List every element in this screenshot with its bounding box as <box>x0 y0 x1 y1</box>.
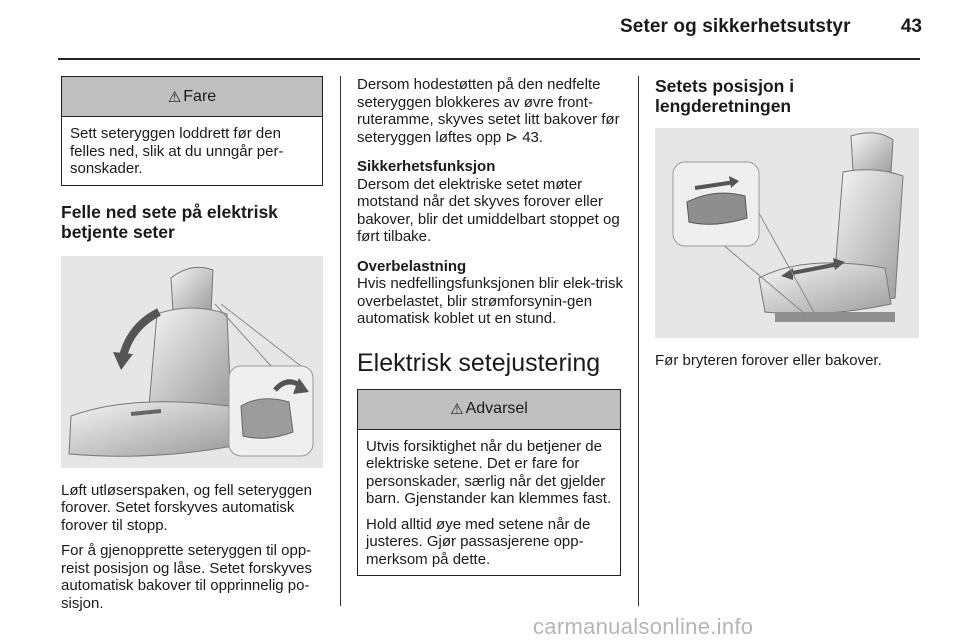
warning-box-title: Advarsel <box>465 400 528 417</box>
switch-icon <box>687 193 747 224</box>
column-right <box>655 76 921 370</box>
overload-text: Hvis nedfellingsfunksjonen blir elek-trisk overbelastet, blir strømforsynin-gen automatisk koblet ut en stund. <box>357 275 623 327</box>
warning-text: Hold alltid øye med setene når de justeres. Gjør passasjerene opp-merksom på dette. <box>366 515 591 568</box>
danger-box-body <box>62 117 322 185</box>
column-left <box>61 76 323 612</box>
column-divider <box>638 76 639 606</box>
paragraph: Løft utløserspaken, og fell seteryggen forover. Setet forskyves automatisk forover til stopp. <box>61 481 312 534</box>
warning-triangle-icon: ⚠ <box>167 88 182 106</box>
page-header-title: Seter og sikkerhetsutstyr <box>620 16 851 37</box>
seat-cushion-icon <box>759 263 891 314</box>
seat-illustration <box>655 128 919 338</box>
danger-box-header <box>62 77 322 117</box>
seat-cushion-icon <box>69 401 233 455</box>
section-title: Elektrisk setejustering <box>357 348 601 377</box>
section-heading: Setets posisjon i lengderetningen <box>655 76 795 116</box>
danger-box <box>61 76 323 186</box>
danger-box-title: Fare <box>183 87 217 105</box>
warning-box-header <box>358 390 620 430</box>
backrest-icon <box>149 308 231 411</box>
danger-box-text: Sett seteryggen loddrett før den felles ned, slik at du unngår per-sonskader. <box>70 125 284 177</box>
seat-slide-figure <box>655 128 919 338</box>
release-lever-icon <box>241 398 293 437</box>
section-heading: Felle ned sete på elektrisk betjente seter <box>61 201 278 242</box>
page-number: 43 <box>900 16 922 37</box>
overload-label: Overbelastning <box>357 257 467 275</box>
seat-illustration <box>61 256 323 468</box>
intro-text: Dersom hodestøtten på den nedfelte seteryggen blokkeres av øvre front-ruteramme, skyves setet litt bakover før seteryggen løftes opp <box>357 76 620 146</box>
warning-box <box>357 389 621 577</box>
safety-label: Sikkerhetsfunksjon <box>357 158 496 175</box>
seat-fold-figure <box>61 256 323 468</box>
paragraph: For å gjenopprette seteryggen til opp-reist posisjon og låse. Setet forskyves automatisk bakover til opprinnelig po-sisjon. <box>61 542 312 612</box>
column-divider <box>340 76 341 606</box>
header-divider <box>58 58 920 60</box>
figure-caption: Før bryteren forover eller bakover. <box>655 352 882 369</box>
page-ref-arrow-icon: ⊳ <box>505 128 519 146</box>
page-reference-link[interactable]: 43. <box>522 128 544 146</box>
warning-triangle-icon: ⚠ <box>450 401 464 418</box>
safety-text: Dersom det elektriske setet møter motstand når det skyves forover eller bakover, blir det umiddelbart stoppet og ført tilbake. <box>357 175 620 245</box>
paragraph <box>357 76 623 146</box>
headrest-icon <box>851 133 893 173</box>
warning-box-body <box>358 430 620 576</box>
watermark: carmanualsonline.info <box>533 614 754 639</box>
warning-text: Utvis forsiktighet når du betjener de elektriske setene. Det er fare for personskader, særlig når det gjelder barn. Gjenstander kan klemmes fast. <box>366 437 612 507</box>
column-middle <box>357 76 623 576</box>
paragraph <box>357 258 623 328</box>
paragraph <box>357 158 623 246</box>
